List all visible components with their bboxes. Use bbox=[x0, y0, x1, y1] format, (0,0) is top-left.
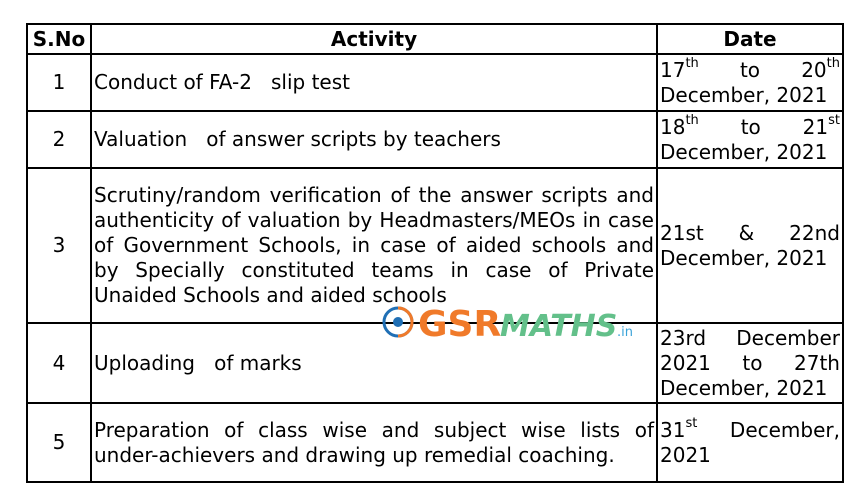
date-day-start: 17 bbox=[660, 57, 686, 82]
schedule-table bbox=[26, 23, 844, 483]
activity-cell: Preparation of class wise and subject wise lists of under-achievers and drawing up remedial coaching. bbox=[91, 403, 657, 482]
sno-cell: 4 bbox=[27, 323, 91, 403]
table-row bbox=[27, 54, 843, 111]
date-suffix: th bbox=[685, 112, 699, 128]
date-cell bbox=[657, 403, 843, 482]
date-year-start: 2021 bbox=[660, 350, 711, 375]
date-connector: to bbox=[742, 350, 763, 375]
date-cell bbox=[657, 323, 843, 403]
date-connector: & bbox=[738, 220, 755, 245]
header-date: Date bbox=[657, 24, 843, 54]
date-year: 2021 bbox=[660, 442, 711, 467]
date-connector: to bbox=[739, 57, 761, 82]
date-day-start: 31 bbox=[660, 417, 686, 442]
header-row bbox=[27, 24, 843, 54]
date-month: December, 2021 bbox=[660, 139, 828, 164]
date-suffix: th bbox=[826, 55, 840, 71]
activity-cell: Conduct of FA-2 slip test bbox=[91, 54, 657, 111]
date-cell bbox=[657, 111, 843, 168]
watermark-brand: GSR bbox=[418, 304, 502, 345]
date-day-start: 18 bbox=[660, 114, 686, 139]
activity-cell: Valuation of answer scripts by teachers bbox=[91, 111, 657, 168]
date-month: December, 2021 bbox=[660, 82, 828, 107]
activity-cell: Scrutiny/random verification of the answer scripts and authenticity of valuation by Headmasters/MEOs in case of Government Schools, in case of aided schools and by Specially constituted teams in case of Private Unaided Schools and aided schools bbox=[91, 168, 657, 323]
date-day-start: 23rd bbox=[660, 325, 707, 350]
date-connector: to bbox=[740, 114, 761, 139]
gsrmaths-watermark bbox=[382, 298, 644, 346]
date-day-end: 22nd bbox=[789, 220, 840, 245]
date-day-start: 21st bbox=[660, 220, 704, 245]
date-month: December, 2021 bbox=[660, 245, 828, 270]
table-row bbox=[27, 403, 843, 482]
watermark-maths: MATHS bbox=[500, 309, 618, 344]
logo-icon bbox=[384, 308, 412, 336]
date-month-start: December bbox=[736, 325, 840, 350]
watermark-tld: .in bbox=[617, 325, 633, 340]
sno-cell: 2 bbox=[27, 111, 91, 168]
date-month: December, 2021 bbox=[660, 375, 828, 400]
header-activity: Activity bbox=[91, 24, 657, 54]
date-day-end: 21 bbox=[802, 114, 829, 139]
date-cell bbox=[657, 54, 843, 111]
date-suffix: th bbox=[685, 55, 699, 71]
header-sno: S.No bbox=[27, 24, 91, 54]
date-suffix: st bbox=[685, 415, 698, 431]
sno-cell: 3 bbox=[27, 168, 91, 323]
date-month-start: December, bbox=[729, 417, 840, 442]
table-row bbox=[27, 111, 843, 168]
sno-cell: 5 bbox=[27, 403, 91, 482]
date-day-end: 27th bbox=[794, 350, 840, 375]
date-cell bbox=[657, 168, 843, 323]
sno-cell: 1 bbox=[27, 54, 91, 111]
activity-cell: Uploading of marks bbox=[91, 323, 657, 403]
date-suffix: st bbox=[828, 112, 840, 128]
date-day-end: 20 bbox=[801, 57, 827, 82]
